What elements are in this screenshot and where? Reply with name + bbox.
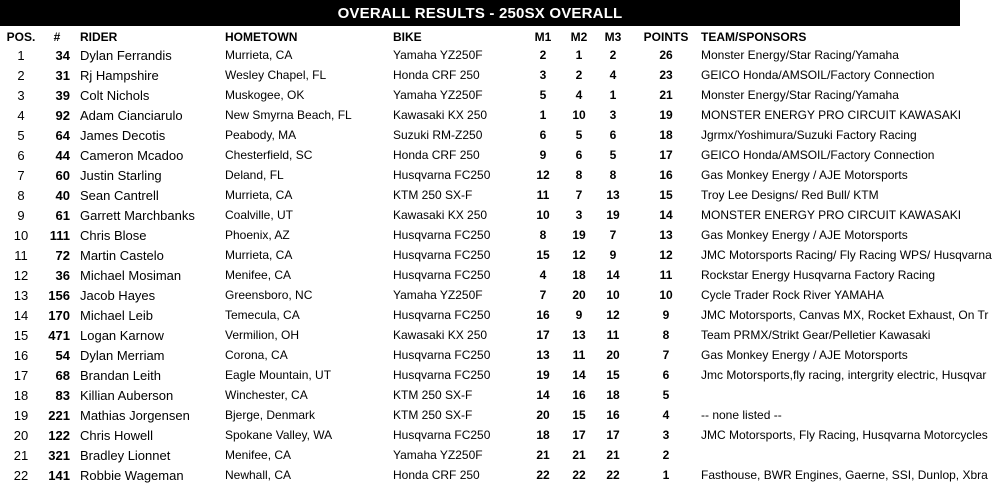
- row-number: 68: [55, 368, 70, 383]
- row-points: 5: [662, 388, 670, 402]
- row-hometown: Peabody, MA: [225, 128, 297, 142]
- row-hometown: Wesley Chapel, FL: [225, 68, 327, 82]
- row-bike: Yamaha YZ250F: [393, 288, 483, 302]
- row-pos: 13: [13, 288, 29, 303]
- row-hometown: Temecula, CA: [225, 308, 300, 322]
- header-hometown: HOMETOWN: [225, 30, 298, 44]
- row-number: 39: [55, 88, 70, 103]
- row-hometown: Phoenix, AZ: [225, 228, 290, 242]
- row-bike: Yamaha YZ250F: [393, 88, 483, 102]
- row-m3: 17: [606, 428, 620, 442]
- row-m1: 16: [536, 308, 550, 322]
- row-pos: 22: [13, 468, 29, 483]
- row-bike: Husqvarna FC250: [393, 348, 491, 362]
- row-hometown: Menifee, CA: [225, 448, 292, 462]
- row-m3: 5: [609, 148, 617, 162]
- row-m1: 9: [539, 148, 547, 162]
- table-row: [0, 288, 960, 308]
- header-team-sponsors: TEAM/SPONSORS: [701, 30, 807, 44]
- row-m1: 5: [539, 88, 547, 102]
- row-pos: 3: [17, 88, 25, 103]
- row-pos: 5: [17, 128, 25, 143]
- row-number: 122: [48, 428, 70, 443]
- row-m3: 16: [606, 408, 620, 422]
- row-m3: 18: [606, 388, 620, 402]
- row-team-sponsors: -- none listed --: [701, 408, 782, 422]
- results-table-body: [0, 48, 992, 488]
- row-number: 72: [55, 248, 70, 263]
- row-hometown: Muskogee, OK: [225, 88, 305, 102]
- row-rider: Killian Auberson: [80, 388, 174, 403]
- row-points: 3: [662, 428, 670, 442]
- row-m2: 12: [572, 248, 586, 262]
- row-bike: KTM 250 SX-F: [393, 188, 473, 202]
- row-m1: 6: [539, 128, 547, 142]
- row-points: 1: [662, 468, 670, 482]
- row-m3: 21: [606, 448, 620, 462]
- row-m3: 14: [606, 268, 620, 282]
- row-rider: Chris Blose: [80, 228, 147, 243]
- row-pos: 14: [13, 308, 29, 323]
- table-row: [0, 368, 987, 388]
- row-points: 16: [659, 168, 673, 182]
- table-row: [0, 188, 960, 208]
- row-hometown: Menifee, CA: [225, 268, 292, 282]
- row-m2: 21: [572, 448, 586, 462]
- table-row: [0, 428, 988, 448]
- row-number: 156: [48, 288, 70, 303]
- table-row: [0, 108, 960, 128]
- row-number: 111: [49, 228, 70, 243]
- table-row: [0, 268, 960, 288]
- row-m2: 18: [572, 268, 586, 282]
- row-number: 141: [48, 468, 70, 483]
- row-pos: 18: [13, 388, 29, 403]
- table-row: [0, 348, 960, 368]
- row-bike: KTM 250 SX-F: [393, 388, 473, 402]
- row-m1: 22: [536, 468, 550, 482]
- row-m1: 15: [536, 248, 550, 262]
- table-row: [0, 88, 960, 108]
- table-row: [0, 208, 960, 228]
- row-m3: 6: [609, 128, 617, 142]
- row-m3: 1: [609, 88, 617, 102]
- table-row: [0, 388, 960, 408]
- table-row: [0, 408, 960, 428]
- header-m3: M3: [604, 30, 622, 44]
- row-bike: Husqvarna FC250: [393, 228, 491, 242]
- row-m2: 5: [575, 128, 583, 142]
- row-points: 11: [659, 268, 673, 282]
- row-pos: 12: [13, 268, 29, 283]
- row-team-sponsors: Monster Energy/Star Racing/Yamaha: [701, 88, 899, 102]
- row-m2: 22: [572, 468, 586, 482]
- row-m2: 19: [572, 228, 586, 242]
- row-m1: 10: [536, 208, 550, 222]
- row-team-sponsors: Gas Monkey Energy / AJE Motorsports: [701, 348, 908, 362]
- row-team-sponsors: MONSTER ENERGY PRO CIRCUIT KAWASAKI: [701, 108, 962, 122]
- header-number: #: [53, 30, 61, 44]
- row-bike: Yamaha YZ250F: [393, 448, 483, 462]
- row-pos: 16: [13, 348, 29, 363]
- row-pos: 15: [13, 328, 29, 343]
- row-number: 471: [48, 328, 70, 343]
- row-m1: 4: [539, 268, 547, 282]
- row-points: 13: [659, 228, 673, 242]
- row-points: 7: [662, 348, 670, 362]
- row-rider: Dylan Ferrandis: [80, 48, 172, 63]
- row-rider: Rj Hampshire: [80, 68, 159, 83]
- row-number: 60: [55, 168, 70, 183]
- row-team-sponsors: Gas Monkey Energy / AJE Motorsports: [701, 228, 908, 242]
- row-pos: 20: [13, 428, 29, 443]
- row-team-sponsors: Jmc Motorsports,fly racing, intergrity electric, Husqvar: [701, 368, 987, 382]
- row-team-sponsors: Gas Monkey Energy / AJE Motorsports: [701, 168, 908, 182]
- row-m2: 17: [572, 428, 586, 442]
- row-m1: 8: [539, 228, 547, 242]
- row-points: 14: [659, 208, 673, 222]
- row-points: 19: [659, 108, 673, 122]
- row-hometown: Murrieta, CA: [225, 248, 293, 262]
- row-rider: Mathias Jorgensen: [80, 408, 190, 423]
- row-bike: Kawasaki KX 250: [393, 108, 488, 122]
- row-m2: 20: [572, 288, 586, 302]
- row-m2: 13: [572, 328, 586, 342]
- row-bike: Honda CRF 250: [393, 468, 480, 482]
- row-team-sponsors: Troy Lee Designs/ Red Bull/ KTM: [701, 188, 879, 202]
- results-title: OVERALL RESULTS - 250SX OVERALL: [337, 4, 623, 22]
- row-hometown: Eagle Mountain, UT: [225, 368, 332, 382]
- row-m3: 20: [606, 348, 620, 362]
- header-m2: M2: [570, 30, 588, 44]
- row-number: 221: [48, 408, 70, 423]
- row-m3: 11: [606, 328, 620, 342]
- row-bike: Husqvarna FC250: [393, 428, 491, 442]
- row-team-sponsors: Jgrmx/Yoshimura/Suzuki Factory Racing: [701, 128, 917, 142]
- results-title-bar: [0, 0, 960, 26]
- row-bike: Kawasaki KX 250: [393, 208, 488, 222]
- row-rider: Dylan Merriam: [80, 348, 165, 363]
- row-bike: Kawasaki KX 250: [393, 328, 488, 342]
- row-rider: Jacob Hayes: [80, 288, 156, 303]
- row-pos: 9: [17, 208, 25, 223]
- header-bike: BIKE: [393, 30, 422, 44]
- row-team-sponsors: Monster Energy/Star Racing/Yamaha: [701, 48, 899, 62]
- row-m3: 15: [606, 368, 620, 382]
- header-rider: RIDER: [80, 30, 118, 44]
- row-team-sponsors: GEICO Honda/AMSOIL/Factory Connection: [701, 68, 935, 82]
- table-row: [0, 308, 989, 328]
- table-row: [0, 168, 960, 188]
- row-m2: 10: [572, 108, 586, 122]
- row-bike: Honda CRF 250: [393, 68, 480, 82]
- row-rider: Michael Mosiman: [80, 268, 182, 283]
- row-pos: 7: [17, 168, 25, 183]
- row-m3: 2: [609, 48, 617, 62]
- row-m2: 1: [575, 48, 583, 62]
- row-number: 92: [55, 108, 70, 123]
- row-bike: Honda CRF 250: [393, 148, 480, 162]
- row-number: 170: [48, 308, 70, 323]
- row-points: 4: [662, 408, 670, 422]
- row-number: 83: [55, 388, 70, 403]
- table-row: [0, 248, 992, 268]
- row-rider: Logan Karnow: [80, 328, 164, 343]
- row-m2: 11: [572, 348, 586, 362]
- header-pos: POS.: [6, 30, 36, 44]
- row-number: 44: [55, 148, 70, 163]
- row-rider: Robbie Wageman: [80, 468, 184, 483]
- row-m1: 11: [536, 188, 550, 202]
- row-points: 10: [659, 288, 673, 302]
- row-m1: 1: [539, 108, 547, 122]
- row-m1: 21: [536, 448, 550, 462]
- row-number: 61: [55, 208, 70, 223]
- row-m2: 3: [575, 208, 583, 222]
- row-m3: 22: [606, 468, 620, 482]
- row-m3: 8: [609, 168, 617, 182]
- row-bike: Husqvarna FC250: [393, 168, 491, 182]
- table-row: [0, 468, 988, 488]
- row-m3: 13: [606, 188, 620, 202]
- row-m1: 18: [536, 428, 550, 442]
- row-m1: 20: [536, 408, 550, 422]
- row-number: 31: [55, 68, 70, 83]
- row-rider: Brandan Leith: [80, 368, 161, 383]
- row-points: 23: [659, 68, 673, 82]
- row-hometown: Newhall, CA: [225, 468, 292, 482]
- row-number: 36: [55, 268, 70, 283]
- row-hometown: Deland, FL: [225, 168, 284, 182]
- table-row: [0, 328, 960, 348]
- row-m3: 9: [609, 248, 617, 262]
- row-number: 64: [55, 128, 70, 143]
- row-m3: 4: [609, 68, 617, 82]
- row-bike: Yamaha YZ250F: [393, 48, 483, 62]
- table-row: [0, 68, 960, 88]
- row-number: 34: [55, 48, 70, 63]
- row-pos: 19: [13, 408, 29, 423]
- row-pos: 17: [13, 368, 29, 383]
- table-row: [0, 128, 960, 148]
- table-row: [0, 148, 960, 168]
- row-pos: 8: [17, 188, 25, 203]
- row-rider: Sean Cantrell: [80, 188, 159, 203]
- row-rider: James Decotis: [80, 128, 166, 143]
- row-m1: 14: [536, 388, 550, 402]
- row-points: 26: [659, 48, 673, 62]
- header-m1: M1: [534, 30, 552, 44]
- row-points: 21: [659, 88, 673, 102]
- row-m3: 12: [606, 308, 620, 322]
- row-rider: Martin Castelo: [80, 248, 164, 263]
- row-rider: Colt Nichols: [80, 88, 150, 103]
- row-bike: Husqvarna FC250: [393, 368, 491, 382]
- row-team-sponsors: Rockstar Energy Husqvarna Factory Racing: [701, 268, 936, 282]
- row-m3: 19: [606, 208, 620, 222]
- row-m2: 15: [572, 408, 586, 422]
- row-number: 321: [48, 448, 70, 463]
- row-m1: 13: [536, 348, 550, 362]
- row-points: 15: [659, 188, 673, 202]
- row-m2: 14: [572, 368, 586, 382]
- row-team-sponsors: JMC Motorsports Racing/ Fly Racing WPS/ Husqvarna: [701, 248, 992, 262]
- header-points: POINTS: [643, 30, 689, 44]
- row-pos: 6: [17, 148, 25, 163]
- row-m2: 6: [575, 148, 583, 162]
- row-m2: 7: [575, 188, 583, 202]
- row-pos: 2: [17, 68, 25, 83]
- row-m1: 3: [539, 68, 547, 82]
- table-row: [0, 48, 960, 68]
- row-pos: 1: [17, 48, 25, 63]
- row-team-sponsors: MONSTER ENERGY PRO CIRCUIT KAWASAKI: [701, 208, 962, 222]
- row-points: 17: [659, 148, 673, 162]
- row-bike: Suzuki RM-Z250: [393, 128, 483, 142]
- row-m2: 4: [575, 88, 583, 102]
- table-row: [0, 448, 960, 468]
- row-points: 2: [662, 448, 670, 462]
- row-points: 9: [662, 308, 670, 322]
- row-m2: 16: [572, 388, 586, 402]
- row-rider: Michael Leib: [80, 308, 153, 323]
- row-hometown: Spokane Valley, WA: [225, 428, 333, 442]
- row-m2: 9: [575, 308, 583, 322]
- row-points: 8: [662, 328, 670, 342]
- row-bike: Husqvarna FC250: [393, 308, 491, 322]
- row-m1: 12: [536, 168, 550, 182]
- row-rider: Adam Cianciarulo: [80, 108, 183, 123]
- row-hometown: Winchester, CA: [225, 388, 308, 402]
- row-hometown: Vermilion, OH: [225, 328, 300, 342]
- row-m1: 7: [539, 288, 547, 302]
- row-m2: 2: [575, 68, 583, 82]
- table-row: [0, 228, 960, 248]
- row-rider: Chris Howell: [80, 428, 153, 443]
- row-bike: KTM 250 SX-F: [393, 408, 473, 422]
- row-hometown: Murrieta, CA: [225, 188, 293, 202]
- row-pos: 10: [13, 228, 29, 243]
- row-hometown: Coalville, UT: [225, 208, 294, 222]
- row-hometown: Greensboro, NC: [225, 288, 313, 302]
- row-team-sponsors: JMC Motorsports, Fly Racing, Husqvarna Motorcycles: [701, 428, 988, 442]
- row-pos: 4: [17, 108, 25, 123]
- row-pos: 11: [14, 248, 28, 263]
- row-team-sponsors: JMC Motorsports, Canvas MX, Rocket Exhaust, On Tr: [701, 308, 989, 322]
- row-m1: 19: [536, 368, 550, 382]
- row-m3: 7: [609, 228, 617, 242]
- row-rider: Garrett Marchbanks: [80, 208, 195, 223]
- row-points: 6: [662, 368, 670, 382]
- row-team-sponsors: Team PRMX/Strikt Gear/Pelletier Kawasaki: [701, 328, 931, 342]
- row-rider: Cameron Mcadoo: [80, 148, 184, 163]
- row-pos: 21: [13, 448, 29, 463]
- row-rider: Justin Starling: [80, 168, 162, 183]
- row-team-sponsors: Fasthouse, BWR Engines, Gaerne, SSI, Dunlop, Xbra: [701, 468, 988, 482]
- row-team-sponsors: Cycle Trader Rock River YAMAHA: [701, 288, 884, 302]
- row-points: 12: [659, 248, 673, 262]
- row-hometown: Murrieta, CA: [225, 48, 293, 62]
- row-bike: Husqvarna FC250: [393, 248, 491, 262]
- row-m1: 2: [539, 48, 547, 62]
- row-m3: 10: [606, 288, 620, 302]
- row-points: 18: [659, 128, 673, 142]
- row-hometown: Corona, CA: [225, 348, 288, 362]
- row-bike: Husqvarna FC250: [393, 268, 491, 282]
- row-number: 54: [55, 348, 70, 363]
- row-rider: Bradley Lionnet: [80, 448, 171, 463]
- row-m1: 17: [536, 328, 550, 342]
- row-hometown: Chesterfield, SC: [225, 148, 313, 162]
- row-number: 40: [55, 188, 70, 203]
- row-m3: 3: [609, 108, 617, 122]
- row-team-sponsors: GEICO Honda/AMSOIL/Factory Connection: [701, 148, 935, 162]
- table-header: [0, 30, 960, 48]
- row-hometown: New Smyrna Beach, FL: [225, 108, 352, 122]
- row-m2: 8: [575, 168, 583, 182]
- row-hometown: Bjerge, Denmark: [225, 408, 316, 422]
